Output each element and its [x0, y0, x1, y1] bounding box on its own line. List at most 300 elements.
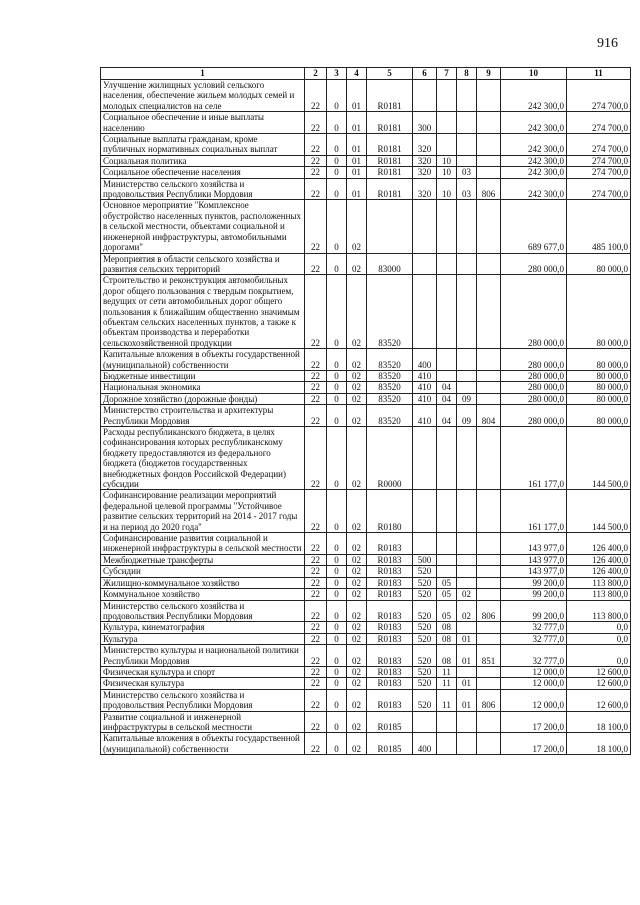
target-article-cell: R0183 [367, 600, 413, 622]
amount-cell: 280 000,0 [501, 370, 567, 381]
ministry-code-cell [477, 80, 501, 112]
ministry-code-cell [477, 633, 501, 644]
row-name-cell: Бюджетные инвестиции [101, 370, 305, 381]
section-cell: 10 [437, 178, 457, 200]
table-row [101, 600, 631, 622]
table-row [101, 112, 631, 134]
amount-cell: 12 000,0 [501, 678, 567, 689]
section-cell [437, 711, 457, 733]
target-article-cell: R0183 [367, 645, 413, 667]
amount-cell: 32 777,0 [501, 633, 567, 644]
code-cell: 02 [347, 645, 367, 667]
amount-cell: 161 177,0 [501, 427, 567, 490]
expense-type-cell: 320 [413, 155, 437, 166]
target-article-cell: R0183 [367, 622, 413, 633]
row-name-cell: Строительство и реконструкция автомобильных дорог общего пользования с твердым покрытием, ведущих от сети автомобильных дорог общего пользования к ближайшим общественно значимым объектам сельских населенных пунктов, а также к объектам производства и переработки сельскохозяйственной продукции [101, 275, 305, 349]
code-cell: 02 [347, 275, 367, 349]
ministry-code-cell [477, 112, 501, 134]
table-row [101, 200, 631, 253]
target-article-cell [367, 200, 413, 253]
ministry-code-cell [477, 711, 501, 733]
ministry-code-cell [477, 622, 501, 633]
code-cell: 0 [327, 733, 347, 755]
amount-cell: 280 000,0 [501, 405, 567, 427]
code-cell: 22 [305, 622, 327, 633]
code-cell: 0 [327, 134, 347, 156]
code-cell: 0 [327, 622, 347, 633]
table-row [101, 405, 631, 427]
code-cell: 02 [347, 633, 367, 644]
subsection-cell: 01 [457, 633, 477, 644]
column-header: 9 [477, 68, 501, 80]
subsection-cell [457, 666, 477, 677]
expense-type-cell: 520 [413, 589, 437, 600]
section-cell [437, 253, 457, 275]
target-article-cell: 83520 [367, 275, 413, 349]
subsection-cell [457, 200, 477, 253]
expense-type-cell: 520 [413, 577, 437, 588]
code-cell: 02 [347, 733, 367, 755]
table-row [101, 178, 631, 200]
code-cell: 22 [305, 666, 327, 677]
amount-cell: 242 300,0 [501, 167, 567, 178]
code-cell: 0 [327, 155, 347, 166]
code-cell: 0 [327, 566, 347, 577]
code-cell: 02 [347, 678, 367, 689]
row-name-cell: Жилищно-коммунальное хозяйство [101, 577, 305, 588]
table-row [101, 622, 631, 633]
table-row [101, 134, 631, 156]
ministry-code-cell [477, 490, 501, 533]
amount-cell: 485 100,0 [567, 200, 631, 253]
code-cell: 0 [327, 349, 347, 371]
code-cell: 0 [327, 405, 347, 427]
subsection-cell [457, 427, 477, 490]
code-cell: 0 [327, 112, 347, 134]
amount-cell: 242 300,0 [501, 80, 567, 112]
target-article-cell: R0185 [367, 733, 413, 755]
amount-cell: 689 677,0 [501, 200, 567, 253]
row-name-cell: Мероприятия в области сельского хозяйства и развития сельских территорий [101, 253, 305, 275]
target-article-cell: 83520 [367, 393, 413, 404]
code-cell: 22 [305, 678, 327, 689]
subsection-cell [457, 577, 477, 588]
expense-type-cell: 410 [413, 382, 437, 393]
column-header: 4 [347, 68, 367, 80]
table-row [101, 490, 631, 533]
expense-type-cell: 320 [413, 167, 437, 178]
row-name-cell: Софинансирование развития социальной и инженерной инфраструктуры в сельской местности [101, 533, 305, 555]
table-row [101, 554, 631, 565]
subsection-cell [457, 275, 477, 349]
subsection-cell: 09 [457, 405, 477, 427]
code-cell: 22 [305, 689, 327, 711]
code-cell: 0 [327, 253, 347, 275]
section-cell [437, 566, 457, 577]
row-name-cell: Министерство сельского хозяйства и продовольствия Республики Мордовия [101, 689, 305, 711]
code-cell: 0 [327, 645, 347, 667]
row-name-cell: Национальная экономика [101, 382, 305, 393]
amount-cell: 126 400,0 [567, 554, 631, 565]
section-cell [437, 554, 457, 565]
table-row [101, 577, 631, 588]
amount-cell: 17 200,0 [501, 711, 567, 733]
code-cell: 22 [305, 405, 327, 427]
code-cell: 02 [347, 566, 367, 577]
subsection-cell [457, 733, 477, 755]
expense-type-cell: 520 [413, 666, 437, 677]
column-header: 11 [567, 68, 631, 80]
ministry-code-cell [477, 533, 501, 555]
section-cell [437, 427, 457, 490]
column-header: 2 [305, 68, 327, 80]
ministry-code-cell [477, 167, 501, 178]
target-article-cell: R0181 [367, 155, 413, 166]
row-name-cell: Капитальные вложения в объекты государственной (муниципальной) собственности [101, 733, 305, 755]
subsection-cell [457, 490, 477, 533]
code-cell: 0 [327, 577, 347, 588]
code-cell: 22 [305, 178, 327, 200]
target-article-cell: R0181 [367, 80, 413, 112]
code-cell: 0 [327, 490, 347, 533]
subsection-cell: 02 [457, 589, 477, 600]
code-cell: 22 [305, 554, 327, 565]
subsection-cell [457, 134, 477, 156]
code-cell: 0 [327, 589, 347, 600]
ministry-code-cell [477, 427, 501, 490]
subsection-cell [457, 155, 477, 166]
ministry-code-cell [477, 155, 501, 166]
amount-cell: 143 977,0 [501, 554, 567, 565]
code-cell: 0 [327, 633, 347, 644]
table-row [101, 589, 631, 600]
column-header: 6 [413, 68, 437, 80]
expense-type-cell [413, 533, 437, 555]
row-name-cell: Расходы республиканского бюджета, в целях софинансирования которых республиканскому бюджету предоставляются из федерального бюджета (бюджетов государственных внебюджетных фондов Российской Федерации) субсидии [101, 427, 305, 490]
row-name-cell: Министерство сельского хозяйства и продовольствия Республики Мордовия [101, 178, 305, 200]
target-article-cell: R0185 [367, 711, 413, 733]
target-article-cell: R0183 [367, 577, 413, 588]
expense-type-cell: 500 [413, 554, 437, 565]
subsection-cell [457, 711, 477, 733]
table-row [101, 645, 631, 667]
code-cell: 22 [305, 134, 327, 156]
ministry-code-cell [477, 733, 501, 755]
amount-cell: 80 000,0 [567, 382, 631, 393]
ministry-code-cell [477, 566, 501, 577]
row-name-cell: Физическая культура [101, 678, 305, 689]
code-cell: 01 [347, 80, 367, 112]
target-article-cell: R0183 [367, 666, 413, 677]
row-name-cell: Физическая культура и спорт [101, 666, 305, 677]
amount-cell: 80 000,0 [567, 275, 631, 349]
table-row [101, 533, 631, 555]
amount-cell: 99 200,0 [501, 577, 567, 588]
code-cell: 02 [347, 577, 367, 588]
code-cell: 02 [347, 666, 367, 677]
amount-cell: 280 000,0 [501, 349, 567, 371]
amount-cell: 12 000,0 [501, 689, 567, 711]
code-cell: 22 [305, 112, 327, 134]
subsection-cell [457, 533, 477, 555]
code-cell: 22 [305, 577, 327, 588]
page-number: 916 [597, 36, 618, 51]
subsection-cell: 01 [457, 689, 477, 711]
amount-cell: 126 400,0 [567, 533, 631, 555]
section-cell [437, 733, 457, 755]
section-cell: 11 [437, 678, 457, 689]
table-row [101, 678, 631, 689]
amount-cell: 80 000,0 [567, 253, 631, 275]
column-header: 8 [457, 68, 477, 80]
amount-cell: 242 300,0 [501, 155, 567, 166]
amount-cell: 17 200,0 [501, 733, 567, 755]
expense-type-cell: 400 [413, 349, 437, 371]
table-row [101, 370, 631, 381]
code-cell: 02 [347, 393, 367, 404]
code-cell: 0 [327, 370, 347, 381]
amount-cell: 80 000,0 [567, 349, 631, 371]
code-cell: 22 [305, 382, 327, 393]
budget-table [100, 67, 631, 755]
code-cell: 22 [305, 370, 327, 381]
expense-type-cell: 400 [413, 733, 437, 755]
amount-cell: 32 777,0 [501, 622, 567, 633]
amount-cell: 113 800,0 [567, 577, 631, 588]
code-cell: 01 [347, 178, 367, 200]
code-cell: 0 [327, 600, 347, 622]
expense-type-cell: 410 [413, 393, 437, 404]
code-cell: 02 [347, 370, 367, 381]
code-cell: 22 [305, 167, 327, 178]
code-cell: 0 [327, 80, 347, 112]
code-cell: 02 [347, 622, 367, 633]
table-row [101, 349, 631, 371]
amount-cell: 80 000,0 [567, 370, 631, 381]
subsection-cell [457, 382, 477, 393]
amount-cell: 80 000,0 [567, 393, 631, 404]
code-cell: 0 [327, 711, 347, 733]
ministry-code-cell [477, 393, 501, 404]
code-cell: 22 [305, 275, 327, 349]
amount-cell: 0,0 [567, 633, 631, 644]
section-cell [437, 275, 457, 349]
subsection-cell [457, 370, 477, 381]
code-cell: 02 [347, 689, 367, 711]
ministry-code-cell: 806 [477, 689, 501, 711]
section-cell: 05 [437, 577, 457, 588]
code-cell: 02 [347, 711, 367, 733]
amount-cell: 12 600,0 [567, 678, 631, 689]
code-cell: 22 [305, 80, 327, 112]
code-cell: 22 [305, 645, 327, 667]
ministry-code-cell [477, 253, 501, 275]
target-article-cell: R0180 [367, 490, 413, 533]
expense-type-cell: 520 [413, 633, 437, 644]
table-row [101, 427, 631, 490]
section-cell [437, 490, 457, 533]
table-row [101, 253, 631, 275]
expense-type-cell: 300 [413, 112, 437, 134]
target-article-cell: R0000 [367, 427, 413, 490]
amount-cell: 280 000,0 [501, 253, 567, 275]
amount-cell: 113 800,0 [567, 589, 631, 600]
table-row [101, 155, 631, 166]
code-cell: 0 [327, 666, 347, 677]
amount-cell: 242 300,0 [501, 134, 567, 156]
subsection-cell: 03 [457, 167, 477, 178]
ministry-code-cell [477, 666, 501, 677]
amount-cell: 280 000,0 [501, 393, 567, 404]
subsection-cell [457, 349, 477, 371]
row-name-cell: Дорожное хозяйство (дорожные фонды) [101, 393, 305, 404]
column-header: 1 [101, 68, 305, 80]
code-cell: 22 [305, 589, 327, 600]
table-row [101, 633, 631, 644]
row-name-cell: Социальное обеспечение и иные выплаты населению [101, 112, 305, 134]
amount-cell: 12 600,0 [567, 689, 631, 711]
code-cell: 02 [347, 200, 367, 253]
amount-cell: 144 500,0 [567, 427, 631, 490]
table-row [101, 80, 631, 112]
target-article-cell: R0181 [367, 134, 413, 156]
code-cell: 22 [305, 566, 327, 577]
section-cell [437, 370, 457, 381]
table-row [101, 711, 631, 733]
code-cell: 22 [305, 200, 327, 253]
table-row [101, 689, 631, 711]
section-cell [437, 200, 457, 253]
target-article-cell: R0183 [367, 589, 413, 600]
table-row [101, 275, 631, 349]
section-cell: 05 [437, 600, 457, 622]
amount-cell: 113 800,0 [567, 600, 631, 622]
row-name-cell: Субсидии [101, 566, 305, 577]
code-cell: 22 [305, 711, 327, 733]
code-cell: 22 [305, 600, 327, 622]
code-cell: 0 [327, 554, 347, 565]
section-cell: 11 [437, 689, 457, 711]
subsection-cell [457, 80, 477, 112]
code-cell: 22 [305, 349, 327, 371]
amount-cell: 274 700,0 [567, 178, 631, 200]
subsection-cell: 01 [457, 678, 477, 689]
code-cell: 22 [305, 427, 327, 490]
ministry-code-cell [477, 200, 501, 253]
section-cell [437, 349, 457, 371]
section-cell: 11 [437, 666, 457, 677]
amount-cell: 274 700,0 [567, 167, 631, 178]
amount-cell: 242 300,0 [501, 112, 567, 134]
expense-type-cell: 320 [413, 178, 437, 200]
code-cell: 02 [347, 349, 367, 371]
table-header-row [101, 68, 631, 80]
subsection-cell: 02 [457, 600, 477, 622]
row-name-cell: Социальная политика [101, 155, 305, 166]
row-name-cell: Основное мероприятие "Комплексное обустройство населенных пунктов, расположенных в сельской местности, объектами социальной и инженерной инфраструктуры, автомобильными дорогами" [101, 200, 305, 253]
amount-cell: 18 100,0 [567, 733, 631, 755]
target-article-cell: 83520 [367, 382, 413, 393]
target-article-cell: R0183 [367, 678, 413, 689]
code-cell: 02 [347, 600, 367, 622]
expense-type-cell [413, 80, 437, 112]
table-body [101, 80, 631, 755]
amount-cell: 242 300,0 [501, 178, 567, 200]
code-cell: 0 [327, 167, 347, 178]
subsection-cell [457, 554, 477, 565]
code-cell: 22 [305, 533, 327, 555]
ministry-code-cell [477, 134, 501, 156]
amount-cell: 12 000,0 [501, 666, 567, 677]
section-cell [437, 134, 457, 156]
target-article-cell: 83000 [367, 253, 413, 275]
section-cell: 04 [437, 393, 457, 404]
ministry-code-cell [477, 370, 501, 381]
expense-type-cell: 520 [413, 622, 437, 633]
row-name-cell: Социальное обеспечение населения [101, 167, 305, 178]
amount-cell: 0,0 [567, 645, 631, 667]
expense-type-cell: 520 [413, 600, 437, 622]
target-article-cell: R0183 [367, 633, 413, 644]
table-row [101, 393, 631, 404]
expense-type-cell: 520 [413, 566, 437, 577]
expense-type-cell [413, 427, 437, 490]
section-cell: 04 [437, 405, 457, 427]
code-cell: 0 [327, 427, 347, 490]
section-cell: 08 [437, 622, 457, 633]
target-article-cell: 83520 [367, 370, 413, 381]
row-name-cell: Межбюджетные трансферты [101, 554, 305, 565]
table-row [101, 666, 631, 677]
target-article-cell: R0181 [367, 178, 413, 200]
table-row [101, 382, 631, 393]
code-cell: 02 [347, 533, 367, 555]
target-article-cell: R0183 [367, 554, 413, 565]
row-name-cell: Министерство строительства и архитектуры Республики Мордовия [101, 405, 305, 427]
target-article-cell: 83520 [367, 349, 413, 371]
expense-type-cell: 520 [413, 678, 437, 689]
expense-type-cell: 410 [413, 405, 437, 427]
ministry-code-cell: 851 [477, 645, 501, 667]
code-cell: 02 [347, 490, 367, 533]
code-cell: 01 [347, 155, 367, 166]
amount-cell: 274 700,0 [567, 80, 631, 112]
ministry-code-cell [477, 678, 501, 689]
row-name-cell: Министерство культуры и национальной политики Республики Мордовия [101, 645, 305, 667]
section-cell [437, 112, 457, 134]
section-cell: 08 [437, 633, 457, 644]
amount-cell: 99 200,0 [501, 589, 567, 600]
code-cell: 01 [347, 167, 367, 178]
ministry-code-cell [477, 349, 501, 371]
section-cell: 08 [437, 645, 457, 667]
expense-type-cell: 410 [413, 370, 437, 381]
amount-cell: 144 500,0 [567, 490, 631, 533]
amount-cell: 99 200,0 [501, 600, 567, 622]
amount-cell: 280 000,0 [501, 275, 567, 349]
ministry-code-cell: 804 [477, 405, 501, 427]
expense-type-cell [413, 490, 437, 533]
target-article-cell: R0183 [367, 689, 413, 711]
subsection-cell [457, 253, 477, 275]
amount-cell: 12 600,0 [567, 666, 631, 677]
target-article-cell: R0181 [367, 167, 413, 178]
row-name-cell: Культура [101, 633, 305, 644]
expense-type-cell [413, 275, 437, 349]
amount-cell: 274 700,0 [567, 155, 631, 166]
row-name-cell: Социальные выплаты гражданам, кроме публичных нормативных социальных выплат [101, 134, 305, 156]
code-cell: 02 [347, 382, 367, 393]
